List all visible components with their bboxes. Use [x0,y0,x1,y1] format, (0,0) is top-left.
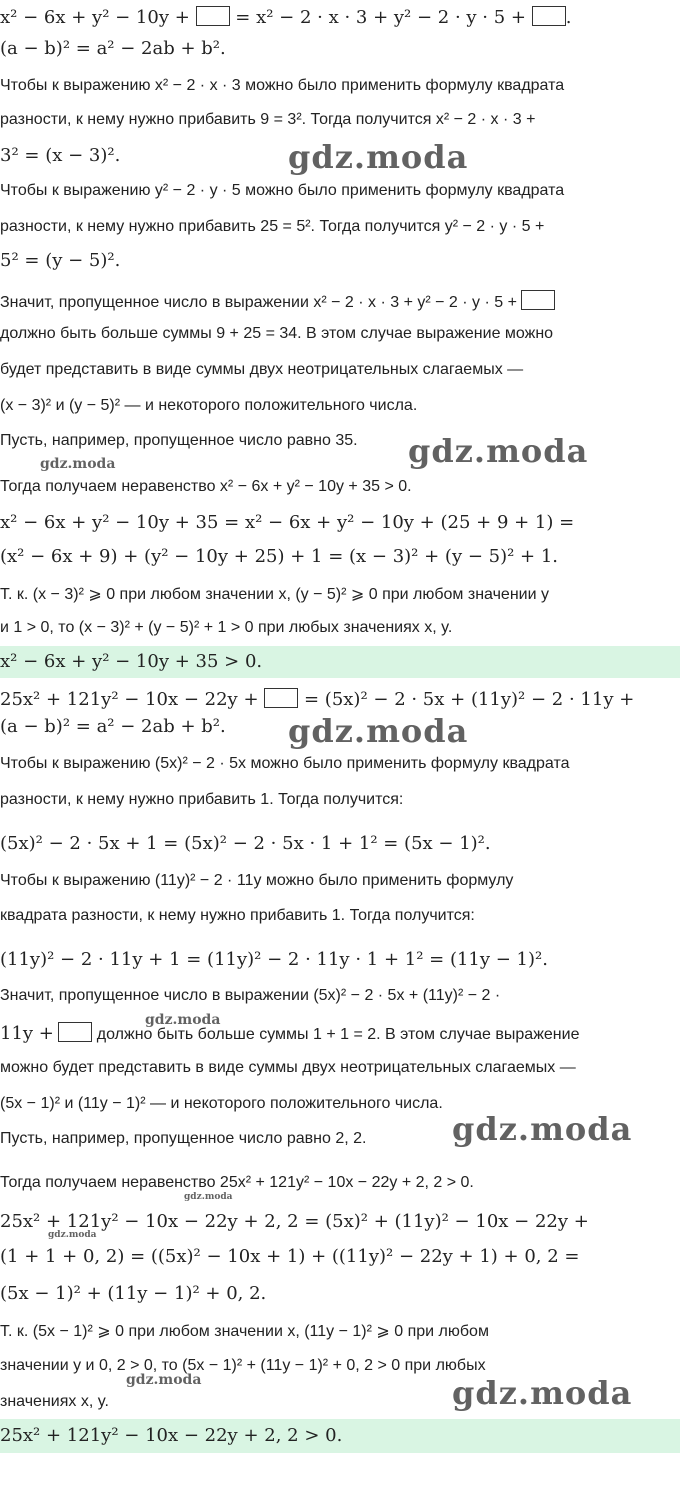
text-line: Т. к. (x − 3)² ⩾ 0 при любом значении x, (y − 5)² ⩾ 0 при любом значении y [0,586,549,603]
blank-box [521,290,555,310]
answer-text: x² − 6x + y² − 10y + 35 > 0. [0,651,263,672]
formula-line: (5x − 1)² + (11y − 1)² + 0, 2. [0,1283,267,1304]
blank-box [196,6,230,26]
text-line: Чтобы к выражению (11y)² − 2 · 11y можно было применить формулу [0,872,514,889]
s1-eq-left: x² − 6x + y² − 10y + [0,7,190,28]
s1-eq-period: . [565,7,572,28]
blank-box [532,6,566,26]
text-line: Пусть, например, пропущенное число равно 2, 2. [0,1130,367,1147]
formula-line: (a − b)² = a² − 2ab + b². [0,38,226,59]
s1-equation-line [0,6,571,28]
formula-line: (a − b)² = a² − 2ab + b². [0,716,226,737]
text-line: Т. к. (5x − 1)² ⩾ 0 при любом значении x, (11y − 1)² ⩾ 0 при любом [0,1323,489,1340]
s2-equation-line [0,688,634,710]
watermark-logo: gdz.moda [288,138,469,176]
blank-box [264,688,298,708]
text-line [0,290,555,312]
text-line: квадрата разности, к нему нужно прибавить 1. Тогда получится: [0,907,475,924]
formula-line: 25x² + 121y² − 10x − 22y + 2, 2 = (5x)² + (11y)² − 10x − 22y + [0,1211,589,1232]
text-line: Чтобы к выражению y² − 2 · y · 5 можно было применить формулу квадрата [0,182,565,199]
text-span: 11y + [0,1023,54,1044]
watermark-logo: gdz.moda [126,1372,202,1388]
text-line: значениях x, y. [0,1393,109,1410]
s2-eq-left: 25x² + 121y² − 10x − 22y + [0,689,259,710]
text-line: Тогда получаем неравенство x² − 6x + y² − 10y + 35 > 0. [0,478,412,495]
watermark-logo: gdz.moda [408,432,589,470]
text-line: можно будет представить в виде суммы двух неотрицательных слагаемых — [0,1059,576,1076]
text-line: разности, к нему нужно прибавить 25 = 5². Тогда получится y² − 2 · y · 5 + [0,218,545,235]
text-line [0,1022,579,1044]
text-line: и 1 > 0, то (x − 3)² + (y − 5)² + 1 > 0 при любых значениях x, y. [0,619,453,636]
formula-line: (x² − 6x + 9) + (y² − 10y + 25) + 1 = (x − 3)² + (y − 5)² + 1. [0,546,559,567]
text-span: должно быть больше суммы 1 + 1 = 2. В этом случае выражение [96,1026,580,1043]
formula-line: (5x)² − 2 · 5x + 1 = (5x)² − 2 · 5x · 1 + 1² = (5x − 1)². [0,833,491,854]
formula-line: 5² = (y − 5)². [0,250,121,271]
text-line: Пусть, например, пропущенное число равно 35. [0,432,358,449]
text-line: Значит, пропущенное число в выражении (5x)² − 2 · 5x + (11y)² − 2 · [0,987,501,1004]
s1-eq-right: = x² − 2 · x · 3 + y² − 2 · y · 5 + [235,7,527,28]
formula-line: (11y)² − 2 · 11y + 1 = (11y)² − 2 · 11y · 1 + 1² = (11y − 1)². [0,949,548,970]
answer-text: 25x² + 121y² − 10x − 22y + 2, 2 > 0. [0,1425,343,1446]
blank-box [58,1022,92,1042]
watermark-logo: gdz.moda [288,712,469,750]
watermark-logo: gdz.moda [40,456,116,472]
watermark-logo: gdz.moda [452,1374,633,1412]
text-line: Чтобы к выражению (5x)² − 2 · 5x можно было применить формулу квадрата [0,755,570,772]
watermark-logo: gdz.moda [452,1110,633,1148]
text-line: (x − 3)² и (y − 5)² — и некоторого положительного числа. [0,397,418,414]
text-line: Чтобы к выражению x² − 2 · x · 3 можно было применить формулу квадрата [0,77,565,94]
answer-highlight [0,1419,680,1453]
watermark-logo: gdz.moda [48,1230,97,1240]
watermark-logo: gdz.moda [145,1012,221,1028]
text-line: Тогда получаем неравенство 25x² + 121y² − 10x − 22y + 2, 2 > 0. [0,1174,474,1191]
formula-line: 3² = (x − 3)². [0,145,121,166]
s2-eq-right: = (5x)² − 2 · 5x + (11y)² − 2 · 11y + [304,689,635,710]
watermark-logo: gdz.moda [184,1192,233,1202]
formula-line: (1 + 1 + 0, 2) = ((5x)² − 10x + 1) + ((11y)² − 22y + 1) + 0, 2 = [0,1246,580,1267]
text-line: должно быть больше суммы 9 + 25 = 34. В этом случае выражение можно [0,325,554,342]
text-line: разности, к нему нужно прибавить 1. Тогда получится: [0,791,404,808]
answer-highlight [0,646,680,678]
text-line: значении y и 0, 2 > 0, то (5x − 1)² + (11y − 1)² + 0, 2 > 0 при любых [0,1357,486,1374]
formula-line: x² − 6x + y² − 10y + 35 = x² − 6x + y² − 10y + (25 + 9 + 1) = [0,512,575,533]
text-line: будет представить в виде суммы двух неотрицательных слагаемых — [0,361,524,378]
text-line: (5x − 1)² и (11y − 1)² — и некоторого положительного числа. [0,1095,443,1112]
text-line: разности, к нему нужно прибавить 9 = 3². Тогда получится x² − 2 · x · 3 + [0,111,536,128]
text-span: Значит, пропущенное число в выражении x² − 2 · x · 3 + y² − 2 · y · 5 + [0,294,517,311]
